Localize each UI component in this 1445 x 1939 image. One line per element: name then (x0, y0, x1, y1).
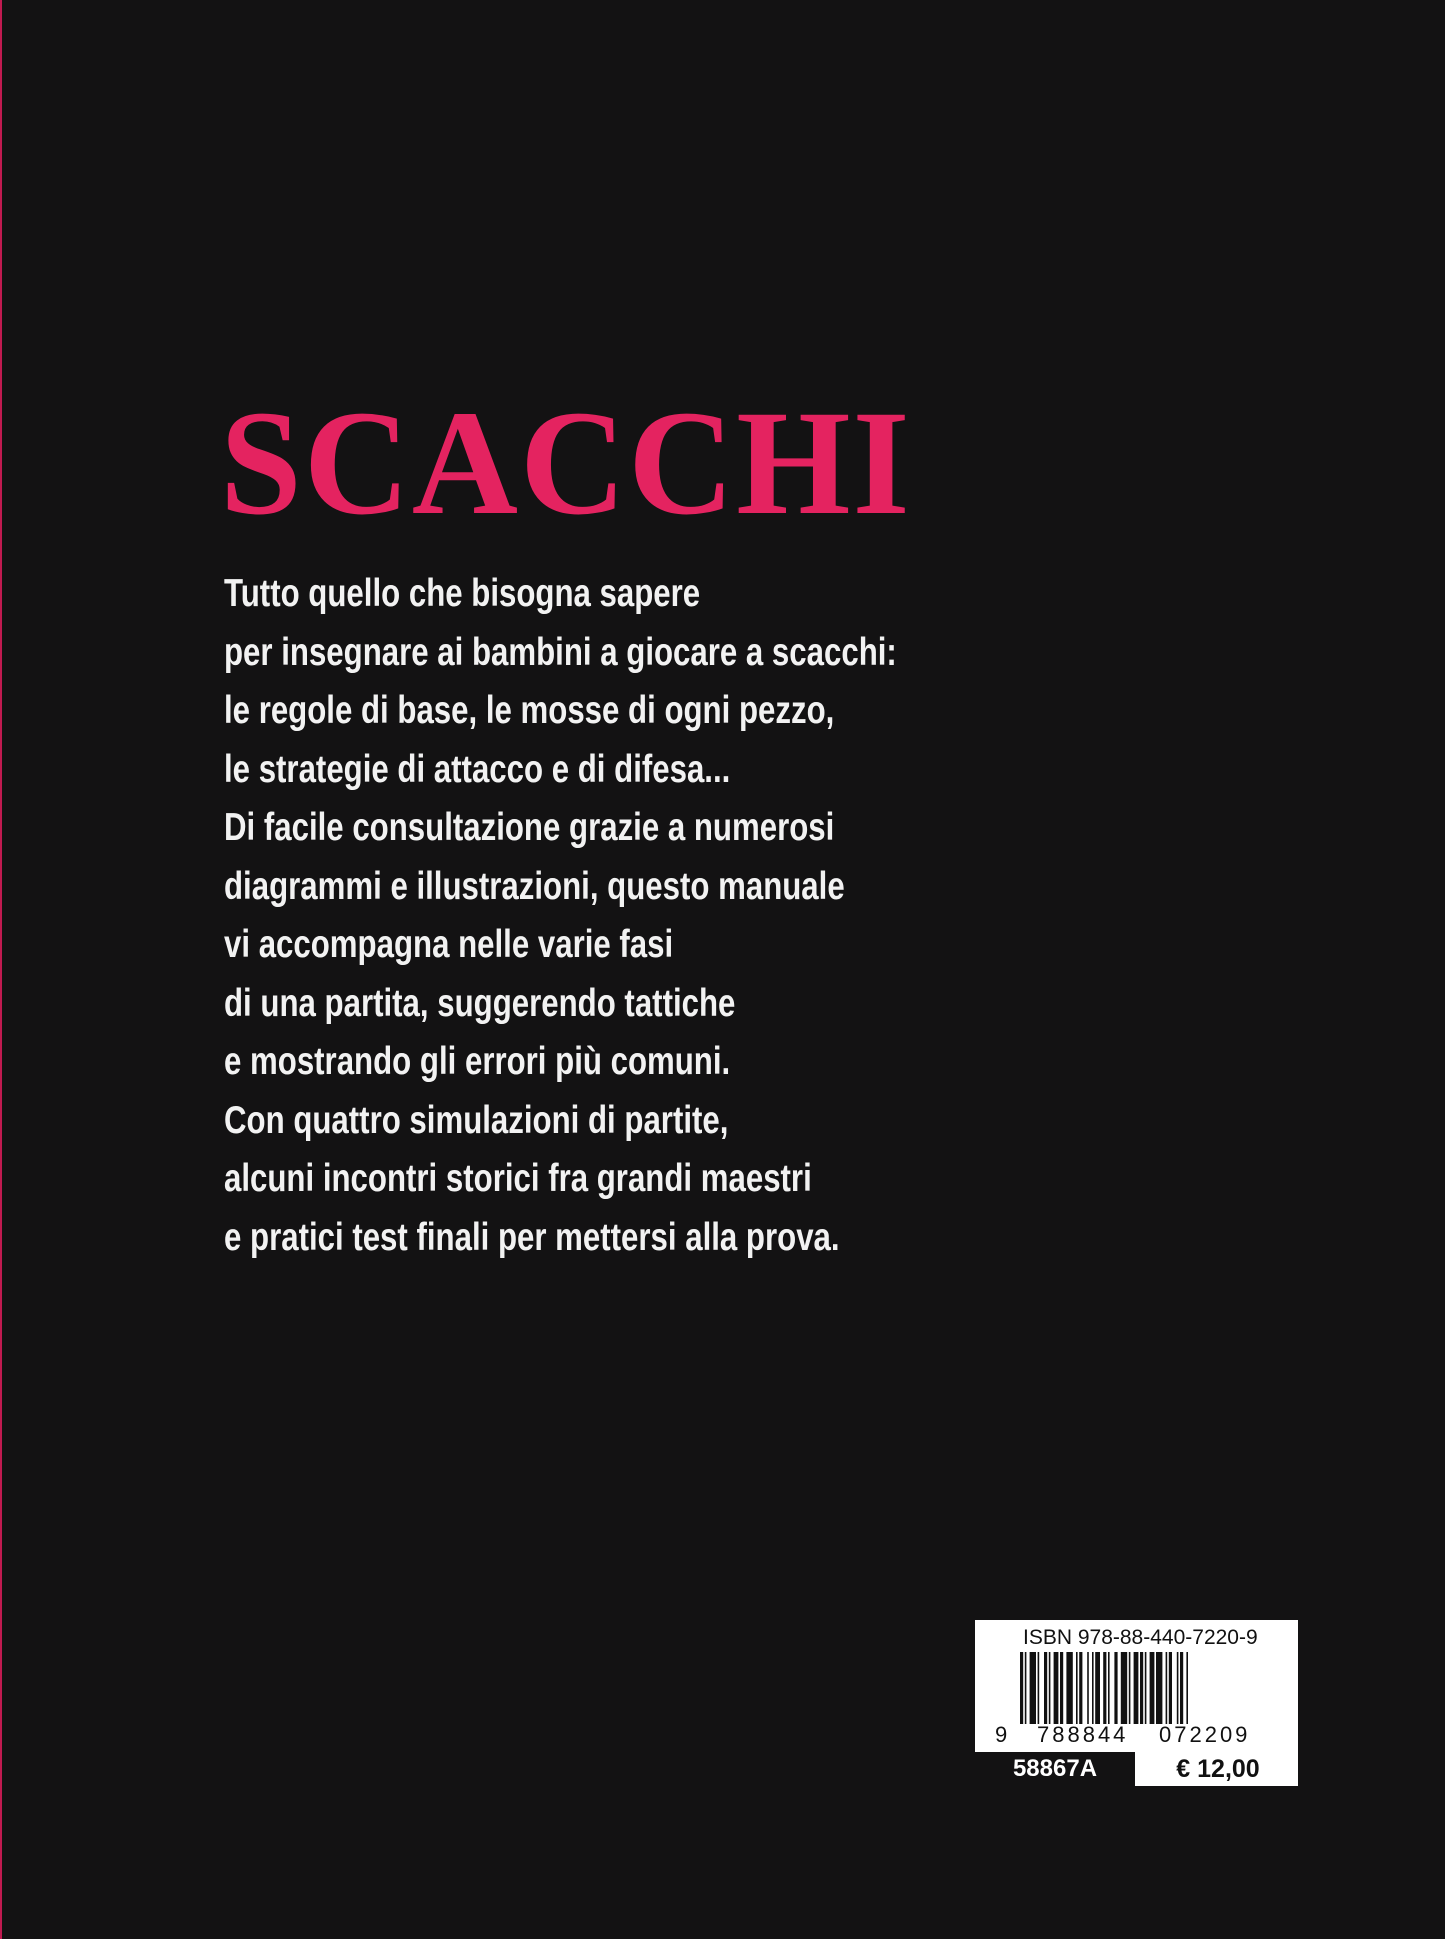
barcode-bar (1020, 1652, 1023, 1724)
description-line: le regole di base, le mosse di ogni pezzo, (224, 689, 835, 732)
description-line: e pratici test finali per mettersi alla prova. (224, 1215, 840, 1259)
barcode-bar (1140, 1652, 1143, 1724)
barcode-icon (1020, 1652, 1282, 1724)
barcode-bar (1134, 1652, 1139, 1724)
description-line: di una partita, suggerendo tattiche (224, 981, 736, 1025)
barcode-bar (1054, 1652, 1059, 1724)
barcode-bar (1186, 1652, 1188, 1724)
barcode-bar (1114, 1652, 1117, 1724)
barcode-bar (1103, 1652, 1106, 1724)
description-line: Tutto quello che bisogna sapere (224, 572, 701, 615)
description-line: per insegnare ai bambini a giocare a scacchi: (224, 630, 897, 674)
product-code: 58867A (975, 1752, 1135, 1786)
barcode-bar (1095, 1652, 1100, 1724)
barcode-bar (1169, 1652, 1172, 1724)
barcode-bar (1079, 1652, 1082, 1724)
barcode-bar (1038, 1652, 1040, 1724)
price: € 12,00 (1176, 1755, 1260, 1783)
barcode-bar (1150, 1652, 1155, 1724)
barcode-bar (1156, 1652, 1162, 1724)
barcode-bar (1025, 1652, 1027, 1724)
barcode-bar (1180, 1652, 1183, 1724)
description-line: diagrammi e illustrazioni, questo manuale (224, 864, 845, 908)
barcode-bar (1044, 1652, 1047, 1724)
barcode-bar (1066, 1652, 1072, 1724)
description-line: le strategie di attacco e di difesa... (224, 747, 731, 791)
description-line: Con quattro simulazioni di partite, (224, 1098, 729, 1142)
barcode-bar (1145, 1652, 1147, 1724)
barcode-digits-right: 072209 (1159, 1722, 1251, 1747)
barcode-bar (1076, 1652, 1078, 1724)
description-line: alcuni incontri storici fra grandi maestri (224, 1157, 812, 1200)
book-title: SCACCHI (220, 380, 912, 546)
isbn-text: ISBN 978-88-440-7220-9 (1023, 1626, 1258, 1649)
barcode-bar (1166, 1652, 1168, 1724)
barcode-bar (1092, 1652, 1094, 1724)
barcode-bar (1060, 1652, 1063, 1724)
barcode-bar (1121, 1652, 1127, 1724)
barcode-bar (1129, 1652, 1131, 1724)
book-description (224, 565, 1065, 1267)
barcode-bar (1087, 1652, 1089, 1724)
spine-edge (0, 0, 2, 1939)
barcode-bar (1049, 1652, 1051, 1724)
description-line: Di facile consultazione grazie a numerosi (224, 806, 835, 849)
barcode-digits-left: 788844 (1037, 1722, 1129, 1747)
barcode-label (975, 1620, 1298, 1786)
barcode-bar (1030, 1652, 1036, 1724)
description-line: vi accompagna nelle varie fasi (224, 923, 674, 966)
barcode-digit-first: 9 (995, 1722, 1011, 1747)
barcode-bar (1108, 1652, 1110, 1724)
description-line: e mostrando gli errori più comuni. (224, 1040, 731, 1083)
barcode-bar (1177, 1652, 1179, 1724)
